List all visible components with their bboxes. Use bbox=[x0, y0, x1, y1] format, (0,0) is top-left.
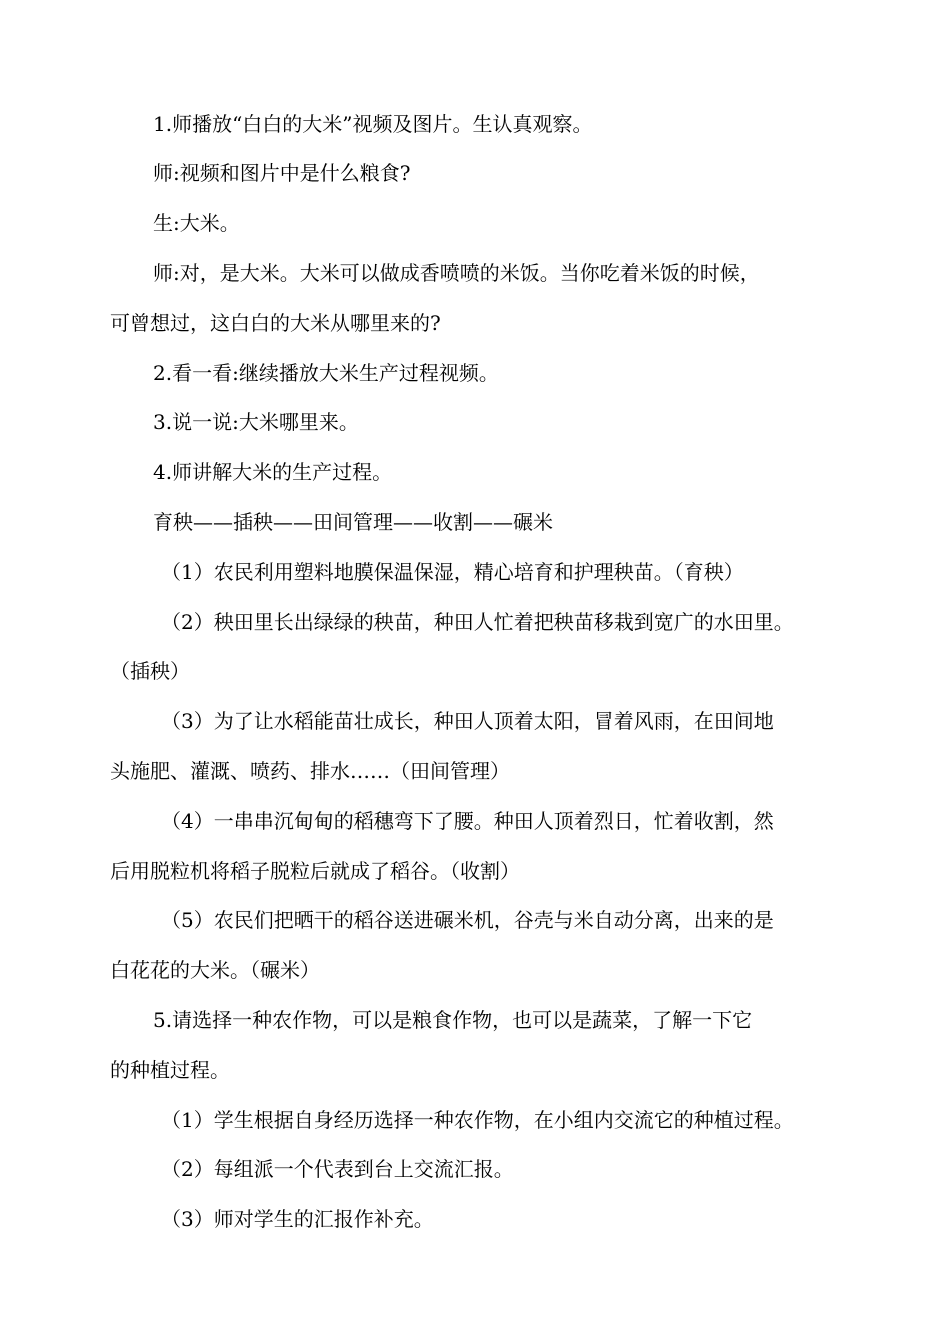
paragraph-line: 头施肥、灌溉、喷药、排水……（田间管理） bbox=[110, 759, 510, 783]
paragraph-line: （4）一串串沉甸甸的稻穗弯下了腰。种田人顶着烈日，忙着收割，然 bbox=[161, 809, 774, 833]
paragraph-line: （2）每组派一个代表到台上交流汇报。 bbox=[161, 1157, 514, 1181]
paragraph-line: 4.师讲解大米的生产过程。 bbox=[153, 460, 393, 484]
paragraph-line: （3）师对学生的汇报作补充。 bbox=[161, 1207, 434, 1231]
paragraph-line: 5.请选择一种农作物，可以是粮食作物，也可以是蔬菜，了解一下它 bbox=[153, 1008, 753, 1032]
paragraph-line: 的种植过程。 bbox=[110, 1058, 230, 1082]
paragraph-line: 可曾想过，这白白的大米从哪里来的? bbox=[110, 311, 441, 335]
paragraph-line: 白花花的大米。（碾米） bbox=[110, 958, 320, 982]
paragraph-line: （3）为了让水稻能苗壮成长，种田人顶着太阳，冒着风雨，在田间地 bbox=[161, 709, 774, 733]
paragraph-line: （5）农民们把晒干的稻谷送进碾米机，谷壳与米自动分离，出来的是 bbox=[161, 908, 774, 932]
paragraph-line: （1）学生根据自身经历选择一种农作物，在小组内交流它的种植过程。 bbox=[161, 1108, 794, 1132]
paragraph-line: （2）秧田里长出绿绿的秧苗，种田人忙着把秧苗移栽到宽广的水田里。 bbox=[161, 610, 794, 634]
paragraph-line: （1）农民利用塑料地膜保温保湿，精心培育和护理秧苗。（育秧） bbox=[161, 560, 744, 584]
paragraph-line: 2.看一看:继续播放大米生产过程视频。 bbox=[153, 361, 499, 385]
paragraph-line: 1.师播放“白白的大米”视频及图片。生认真观察。 bbox=[153, 112, 593, 136]
paragraph-line: 师:视频和图片中是什么粮食? bbox=[153, 161, 411, 185]
paragraph-line: 师:对，是大米。大米可以做成香喷喷的米饭。当你吃着米饭的时候， bbox=[153, 261, 760, 285]
paragraph-line: 生:大米。 bbox=[153, 211, 240, 235]
process-sequence: 育秧——插秧——田间管理——收割——碾米 bbox=[153, 510, 553, 534]
paragraph-line: 后用脱粒机将稻子脱粒后就成了稻谷。（收割） bbox=[110, 859, 520, 883]
paragraph-line: （插秧） bbox=[110, 659, 190, 683]
paragraph-line: 3.说一说:大米哪里来。 bbox=[153, 410, 359, 434]
